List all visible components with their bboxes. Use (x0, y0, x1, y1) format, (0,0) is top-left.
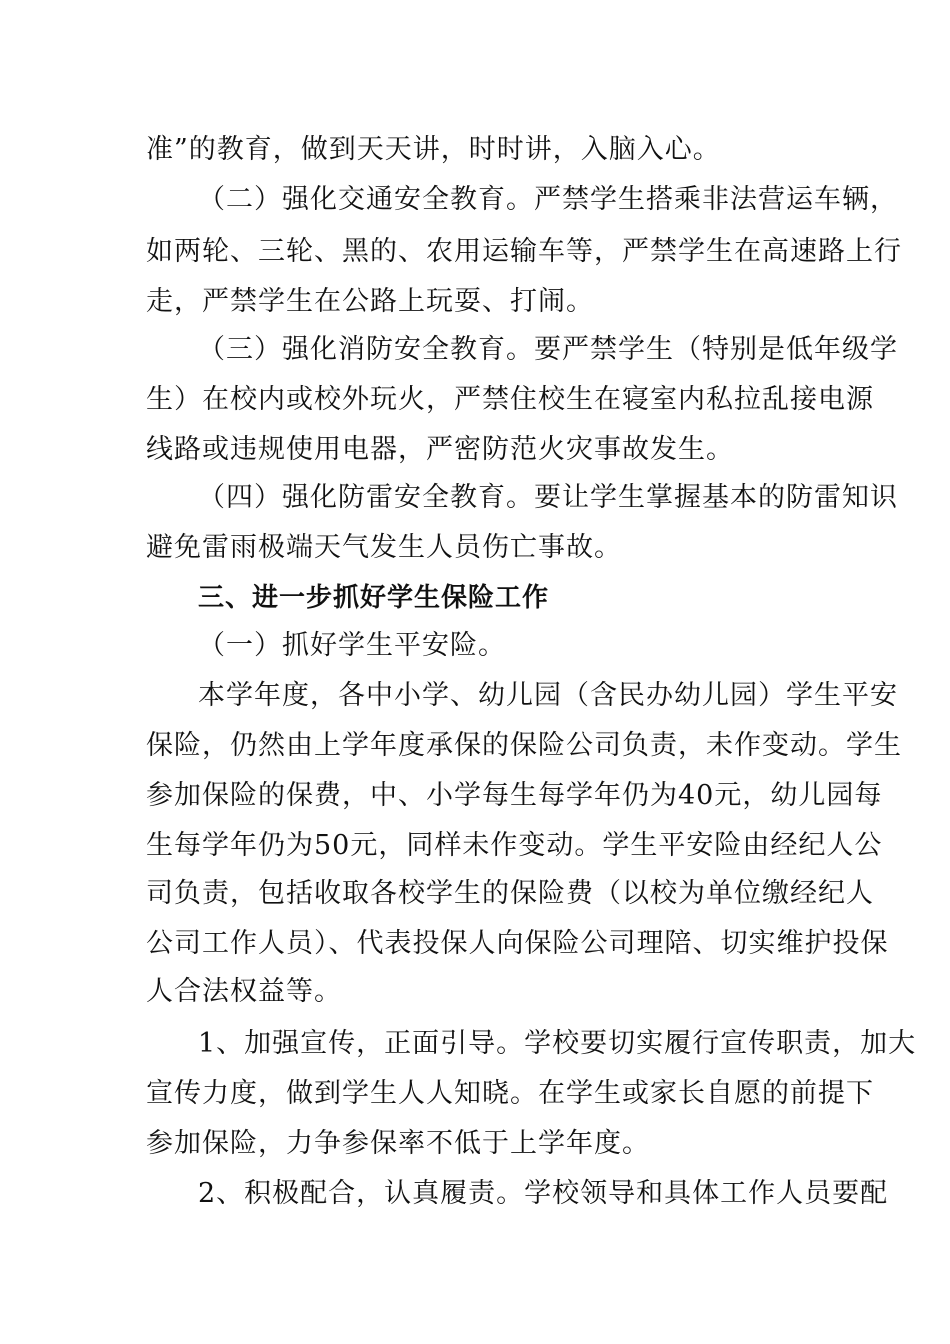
text-line-13: 保险，仍然由上学年度承保的保险公司负责，未作变动。学生 (146, 730, 902, 761)
text-line-3: 如两轮、三轮、黑的、农用运输车等，严禁学生在高速路上行 (146, 236, 902, 267)
text-line-18: 人合法权益等。 (146, 976, 342, 1007)
subsection-heading: （一）抓好学生平安险。 (198, 630, 506, 661)
section-heading: 三、进一步抓好学生保险工作 (198, 583, 550, 613)
text-line-5: （三）强化消防安全教育。要严禁学生（特别是低年级学 (198, 334, 898, 365)
text-line-17: 公司工作人员）、代表投保人向保险公司理陪、切实维护投保 (146, 928, 889, 959)
text-line-16: 司负责，包括收取各校学生的保险费（以校为单位缴经纪人 (146, 878, 874, 909)
text-line-19: 1、加强宣传，正面引导。学校要切实履行宣传职责，加大 (198, 1028, 917, 1059)
text-line-15: 生每学年仍为50元，同样未作变动。学生平安险由经纪人公 (146, 830, 883, 861)
text-line-20: 宣传力度，做到学生人人知晓。在学生或家长自愿的前提下 (146, 1078, 874, 1109)
text-line-1: 准”的教育，做到天天讲，时时讲，入脑入心。 (146, 134, 721, 165)
text-line-9: 避免雷雨极端天气发生人员伤亡事故。 (146, 532, 622, 563)
text-line-2: （二）强化交通安全教育。严禁学生搭乘非法营运车辆， (198, 184, 898, 215)
text-line-14: 参加保险的保费，中、小学每生每学年仍为40元，幼儿园每 (146, 780, 883, 811)
text-line-4: 走，严禁学生在公路上玩耍、打闹。 (146, 286, 594, 317)
text-line-22: 2、积极配合，认真履责。学校领导和具体工作人员要配 (198, 1178, 889, 1209)
text-line-21: 参加保险，力争参保率不低于上学年度。 (146, 1128, 650, 1159)
text-line-7: 线路或违规使用电器，严密防范火灾事故发生。 (146, 434, 734, 465)
text-line-12: 本学年度，各中小学、幼儿园（含民办幼儿园）学生平安 (198, 680, 898, 711)
text-line-8: （四）强化防雷安全教育。要让学生掌握基本的防雷知识 (198, 482, 898, 513)
text-line-6: 生）在校内或校外玩火，严禁住校生在寝室内私拉乱接电源 (146, 384, 874, 415)
